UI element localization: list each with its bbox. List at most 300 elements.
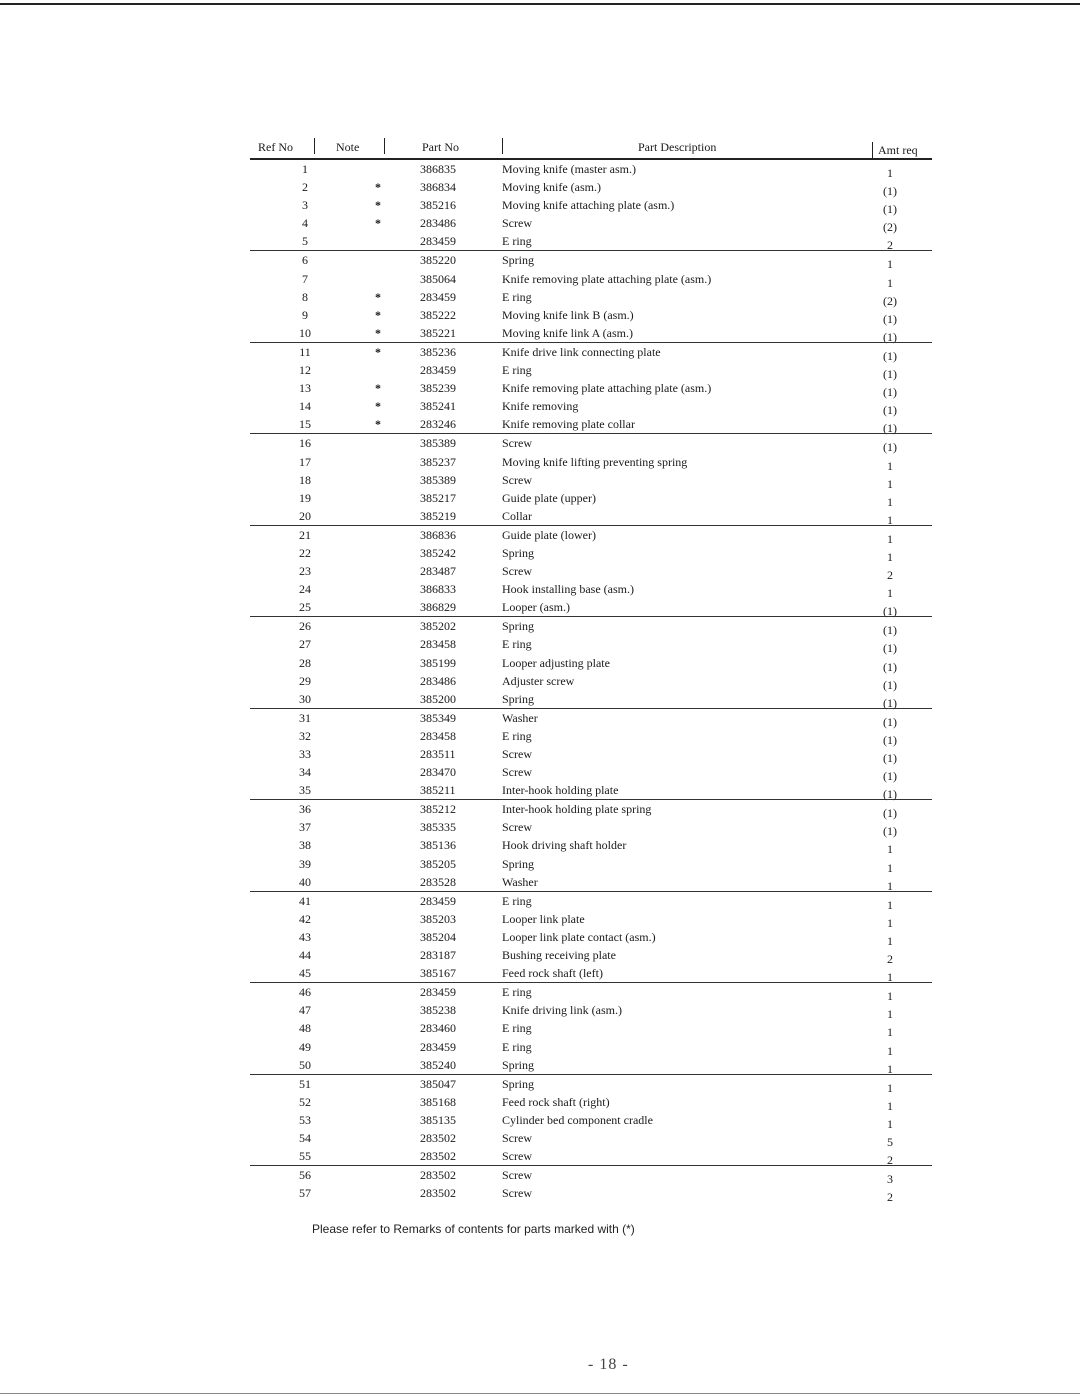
part-no-cell: 283502: [420, 1130, 456, 1145]
table-row: [250, 727, 932, 745]
description-cell: E ring: [502, 637, 532, 652]
part-no-cell: 283470: [420, 765, 456, 780]
description-cell: Moving knife link B (asm.): [502, 307, 634, 322]
amt-req-cell: 1: [887, 1116, 893, 1131]
table-row: [250, 891, 932, 910]
table-row: [250, 616, 932, 638]
part-no-cell: 283511: [420, 747, 456, 761]
ref-cell: 50: [299, 1057, 311, 1072]
description-cell: Inter-hook holding plate: [502, 783, 619, 798]
table-body: [250, 160, 932, 1205]
ref-cell: 8: [302, 289, 308, 304]
amt-req-cell: 1: [887, 897, 893, 912]
note-cell: *: [375, 307, 381, 322]
header-amt-req: Amt req: [878, 143, 918, 157]
amt-req-cell: 1: [887, 512, 893, 527]
part-no-cell: 385389: [420, 436, 456, 451]
amt-req-cell: 3: [887, 1172, 893, 1187]
ref-cell: 7: [302, 271, 308, 286]
ref-cell: 42: [299, 911, 311, 926]
description-cell: Adjuster screw: [502, 673, 575, 688]
part-no-cell: 385205: [420, 856, 456, 871]
note-cell: *: [375, 399, 381, 414]
part-no-cell: 283486: [420, 216, 456, 231]
part-no-cell: 283187: [420, 948, 456, 963]
description-cell: Spring: [502, 1057, 535, 1072]
ref-cell: 29: [299, 673, 311, 688]
description-cell: Knife removing plate attaching plate (asm.): [502, 271, 712, 286]
amt-req-cell: (1): [883, 787, 897, 802]
header-divider: [502, 138, 503, 154]
table-row: [250, 342, 932, 361]
description-cell: Spring: [502, 545, 535, 560]
table-row: [250, 598, 932, 619]
description-cell: E ring: [502, 1039, 532, 1054]
part-no-cell: 283459: [420, 289, 456, 304]
part-no-cell: 385199: [420, 655, 456, 670]
table-row: [250, 836, 932, 857]
table-row: [250, 1019, 932, 1040]
amt-req-cell: (1): [883, 367, 897, 382]
amt-req-cell: (1): [883, 348, 897, 363]
note-cell: *: [375, 325, 381, 340]
amt-req-cell: 1: [887, 494, 893, 509]
table-row: [250, 745, 932, 763]
ref-cell: 49: [299, 1039, 311, 1054]
description-cell: Washer: [502, 874, 538, 889]
ref-cell: 11: [299, 344, 311, 359]
table-row: [250, 635, 932, 656]
ref-cell: 47: [299, 1003, 311, 1018]
ref-cell: 21: [299, 527, 311, 542]
amt-req-cell: 1: [887, 275, 893, 290]
part-no-cell: 385238: [420, 1003, 456, 1018]
ref-cell: 2: [302, 180, 308, 195]
description-cell: E ring: [502, 363, 532, 378]
table-row: [250, 1056, 932, 1074]
ref-cell: 30: [299, 691, 311, 706]
amt-req-cell: 1: [887, 860, 893, 875]
ref-cell: 6: [302, 253, 308, 268]
header-divider: [384, 138, 385, 154]
description-cell: Screw: [502, 765, 532, 780]
table-row: [250, 415, 932, 436]
description-cell: Moving knife (asm.): [502, 180, 601, 195]
table-row: [250, 672, 932, 690]
table-row: [250, 160, 932, 178]
ref-cell: 32: [299, 728, 311, 743]
header-divider: [872, 142, 873, 158]
part-no-cell: 385064: [420, 271, 456, 286]
description-cell: Screw: [502, 1186, 532, 1201]
amt-req-cell: 1: [887, 915, 893, 930]
table-row: [250, 544, 932, 562]
ref-cell: 9: [302, 307, 308, 322]
table-row: [250, 708, 932, 727]
table-row: [250, 507, 932, 525]
table-row: [250, 799, 932, 821]
ref-cell: 36: [299, 802, 311, 817]
footnote: Please refer to Remarks of contents for parts marked with (*): [312, 1222, 635, 1236]
amt-req-cell: 2: [887, 1190, 893, 1205]
table-row: [250, 1074, 932, 1093]
ref-cell: 16: [299, 436, 311, 451]
table-row: [250, 433, 932, 455]
ref-cell: 14: [299, 399, 311, 414]
table-row: [250, 1001, 932, 1022]
ref-cell: 56: [299, 1168, 311, 1183]
ref-cell: 46: [299, 985, 311, 1000]
description-cell: Screw: [502, 216, 532, 231]
part-no-cell: 385204: [420, 929, 456, 944]
ref-cell: 17: [299, 454, 311, 469]
amt-req-cell: (1): [883, 623, 897, 638]
amt-req-cell: (1): [883, 732, 897, 747]
amt-req-cell: (1): [883, 440, 897, 455]
header-part-no: Part No: [422, 140, 459, 154]
table-row: [250, 1111, 932, 1129]
header-note: Note: [336, 140, 360, 154]
amt-req-cell: (2): [883, 293, 897, 308]
table-row: [250, 910, 932, 928]
amt-req-cell: 1: [887, 257, 893, 272]
ref-cell: 53: [299, 1112, 311, 1127]
ref-cell: 51: [299, 1076, 311, 1091]
amt-req-cell: (1): [883, 659, 897, 674]
ref-cell: 54: [299, 1130, 311, 1145]
amt-req-cell: (1): [883, 385, 897, 400]
part-no-cell: 283486: [420, 673, 456, 688]
description-cell: Knife removing plate collar: [502, 417, 635, 432]
table-row: [250, 453, 932, 471]
ref-cell: 45: [299, 966, 311, 981]
amt-req-cell: (1): [883, 806, 897, 821]
description-cell: Knife driving link (asm.): [502, 1003, 622, 1018]
table-row: [250, 855, 932, 873]
table-row: [250, 306, 932, 324]
ref-cell: 48: [299, 1021, 311, 1036]
part-no-cell: 386829: [420, 600, 456, 615]
part-no-cell: 385047: [420, 1076, 456, 1091]
amt-req-cell: 1: [887, 458, 893, 473]
part-no-cell: 283459: [420, 985, 456, 1000]
ref-cell: 57: [299, 1186, 311, 1201]
amt-req-cell: 2: [887, 238, 893, 253]
table-header: [250, 136, 932, 160]
table-row: [250, 690, 932, 708]
description-cell: Spring: [502, 619, 535, 634]
amt-req-cell: 1: [887, 531, 893, 546]
part-no-cell: 283459: [420, 1039, 456, 1054]
description-cell: Feed rock shaft (left): [502, 966, 603, 981]
part-no-cell: 385212: [420, 802, 456, 817]
table-row: [250, 873, 932, 891]
ref-cell: 40: [299, 874, 311, 889]
description-cell: Moving knife lifting preventing spring: [502, 454, 688, 469]
amt-req-cell: 1: [887, 878, 893, 893]
ref-cell: 4: [302, 216, 308, 231]
part-no-cell: 283460: [420, 1021, 456, 1036]
description-cell: Hook installing base (asm.): [502, 582, 634, 597]
ref-cell: 23: [299, 564, 311, 579]
amt-req-cell: 1: [887, 1080, 893, 1095]
table-row: [250, 214, 932, 235]
ref-cell: 10: [299, 325, 311, 340]
amt-req-cell: (1): [883, 695, 897, 710]
part-no-cell: 385135: [420, 1112, 456, 1127]
table-row: [250, 379, 932, 400]
amt-req-cell: (1): [883, 769, 897, 784]
amt-req-cell: (1): [883, 421, 897, 436]
description-cell: E ring: [502, 1021, 532, 1036]
amt-req-cell: (1): [883, 403, 897, 418]
table-row: [250, 580, 932, 601]
table-row: [250, 489, 932, 507]
table-row: [250, 1184, 932, 1205]
part-no-cell: 385167: [420, 966, 456, 981]
part-no-cell: 283502: [420, 1168, 456, 1183]
amt-req-cell: (1): [883, 641, 897, 656]
description-cell: Spring: [502, 691, 535, 706]
table-row: [250, 525, 932, 544]
part-no-cell: 385220: [420, 253, 456, 268]
description-cell: Looper link plate: [502, 911, 585, 926]
ref-cell: 5: [302, 234, 308, 249]
ref-cell: 19: [299, 490, 311, 505]
part-no-cell: 283502: [420, 1186, 456, 1201]
description-cell: Screw: [502, 564, 532, 579]
part-no-cell: 385389: [420, 472, 456, 487]
description-cell: Spring: [502, 856, 535, 871]
description-cell: Washer: [502, 710, 538, 725]
table-row: [250, 928, 932, 946]
note-cell: *: [375, 344, 381, 359]
part-no-cell: 283459: [420, 363, 456, 378]
table-row: [250, 471, 932, 489]
ref-cell: 43: [299, 929, 311, 944]
description-cell: E ring: [502, 893, 532, 908]
description-cell: Inter-hook holding plate spring: [502, 802, 652, 817]
amt-req-cell: (1): [883, 714, 897, 729]
part-no-cell: 283459: [420, 893, 456, 908]
part-no-cell: 386833: [420, 582, 456, 597]
part-no-cell: 385168: [420, 1094, 456, 1109]
part-no-cell: 385217: [420, 490, 456, 505]
part-no-cell: 385219: [420, 508, 456, 523]
description-cell: Spring: [502, 1076, 535, 1091]
part-no-cell: 283487: [420, 564, 456, 579]
ref-cell: 41: [299, 893, 311, 908]
part-no-cell: 385236: [420, 344, 456, 359]
part-no-cell: 283502: [420, 1149, 456, 1164]
bottom-rule: [0, 1393, 1080, 1394]
description-cell: Screw: [502, 1168, 532, 1183]
ref-cell: 13: [299, 381, 311, 396]
description-cell: Feed rock shaft (right): [502, 1094, 610, 1109]
part-no-cell: 385237: [420, 454, 456, 469]
description-cell: Moving knife (master asm.): [502, 162, 636, 176]
description-cell: Knife removing plate attaching plate (asm.): [502, 381, 712, 396]
table-row: [250, 1129, 932, 1147]
ref-cell: 15: [299, 417, 311, 432]
part-no-cell: 283458: [420, 728, 456, 743]
amt-req-cell: 1: [887, 1098, 893, 1113]
table-row: [250, 232, 932, 253]
amt-req-cell: 1: [887, 549, 893, 564]
part-no-cell: 386835: [420, 162, 456, 176]
part-no-cell: 385216: [420, 198, 456, 213]
amt-req-cell: 2: [887, 1153, 893, 1168]
description-cell: Guide plate (lower): [502, 527, 596, 542]
description-cell: Moving knife link A (asm.): [502, 325, 633, 340]
table-row: [250, 1093, 932, 1111]
ref-cell: 34: [299, 765, 311, 780]
note-cell: *: [375, 289, 381, 304]
note-cell: *: [375, 216, 381, 231]
amt-req-cell: 1: [887, 1025, 893, 1040]
description-cell: Screw: [502, 472, 532, 487]
table-row: [250, 781, 932, 802]
amt-req-cell: (1): [883, 202, 897, 217]
table-row: [250, 562, 932, 583]
description-cell: Knife drive link connecting plate: [502, 344, 661, 359]
description-cell: Spring: [502, 253, 535, 268]
description-cell: Screw: [502, 747, 532, 761]
description-cell: Knife removing: [502, 399, 579, 414]
top-rule: [0, 3, 1080, 5]
ref-cell: 25: [299, 600, 311, 615]
part-no-cell: 283528: [420, 874, 456, 889]
note-cell: *: [375, 417, 381, 432]
part-no-cell: 385239: [420, 381, 456, 396]
amt-req-cell: (1): [883, 751, 897, 765]
description-cell: Screw: [502, 820, 532, 835]
amt-req-cell: (1): [883, 824, 897, 839]
note-cell: *: [375, 180, 381, 195]
amt-req-cell: (2): [883, 220, 897, 235]
page-number: - 18 -: [588, 1356, 629, 1373]
part-no-cell: 385203: [420, 911, 456, 926]
table-row: [250, 196, 932, 217]
amt-req-cell: (1): [883, 677, 897, 692]
table-row: [250, 1165, 932, 1187]
ref-cell: 38: [299, 838, 311, 853]
ref-cell: 12: [299, 363, 311, 378]
description-cell: Screw: [502, 1149, 532, 1164]
part-no-cell: 385349: [420, 710, 456, 725]
table-row: [250, 654, 932, 672]
ref-cell: 1: [302, 162, 308, 176]
table-row: [250, 763, 932, 784]
part-no-cell: 385240: [420, 1057, 456, 1072]
note-cell: *: [375, 198, 381, 213]
table-row: [250, 397, 932, 418]
ref-cell: 3: [302, 198, 308, 213]
amt-req-cell: 2: [887, 568, 893, 583]
amt-req-cell: 2: [887, 952, 893, 967]
table-row: [250, 361, 932, 382]
ref-cell: 20: [299, 508, 311, 523]
amt-req-cell: (1): [883, 604, 897, 619]
amt-req-cell: 1: [887, 1007, 893, 1022]
part-no-cell: 283458: [420, 637, 456, 652]
ref-cell: 27: [299, 637, 311, 652]
table-row: [250, 1147, 932, 1168]
part-no-cell: 385200: [420, 691, 456, 706]
description-cell: Moving knife attaching plate (asm.): [502, 198, 675, 213]
table-row: [250, 964, 932, 985]
amt-req-cell: 1: [887, 970, 893, 985]
amt-req-cell: (1): [883, 184, 897, 199]
amt-req-cell: 1: [887, 1061, 893, 1076]
amt-req-cell: (1): [883, 311, 897, 326]
part-no-cell: 385222: [420, 307, 456, 322]
part-no-cell: 385136: [420, 838, 456, 853]
parts-table: [250, 136, 932, 1205]
ref-cell: 22: [299, 545, 311, 560]
part-no-cell: 283246: [420, 417, 456, 432]
ref-cell: 24: [299, 582, 311, 597]
ref-cell: 26: [299, 619, 311, 634]
description-cell: Bushing receiving plate: [502, 948, 616, 963]
ref-cell: 31: [299, 710, 311, 725]
note-cell: *: [375, 381, 381, 396]
table-row: [250, 982, 932, 1004]
amt-req-cell: 1: [887, 166, 893, 180]
part-no-cell: 283459: [420, 234, 456, 249]
ref-cell: 33: [299, 747, 311, 761]
description-cell: E ring: [502, 234, 532, 249]
description-cell: Looper link plate contact (asm.): [502, 929, 656, 944]
ref-cell: 28: [299, 655, 311, 670]
amt-req-cell: 1: [887, 586, 893, 601]
part-no-cell: 385202: [420, 619, 456, 634]
table-row: [250, 324, 932, 342]
amt-req-cell: (1): [883, 329, 897, 344]
description-cell: Guide plate (upper): [502, 490, 596, 505]
description-cell: Looper (asm.): [502, 600, 570, 615]
table-row: [250, 818, 932, 839]
table-row: [250, 270, 932, 288]
description-cell: E ring: [502, 289, 532, 304]
amt-req-cell: 5: [887, 1134, 893, 1149]
header-ref-no: Ref No: [258, 140, 293, 154]
part-no-cell: 385211: [420, 783, 456, 798]
part-no-cell: 386834: [420, 180, 456, 195]
ref-cell: 35: [299, 783, 311, 798]
description-cell: Hook driving shaft holder: [502, 838, 627, 853]
table-row: [250, 1038, 932, 1056]
ref-cell: 55: [299, 1149, 311, 1164]
amt-req-cell: 1: [887, 933, 893, 948]
description-cell: Cylinder bed component cradle: [502, 1112, 653, 1127]
header-part-description: Part Description: [638, 140, 717, 154]
description-cell: Screw: [502, 1130, 532, 1145]
ref-cell: 37: [299, 820, 311, 835]
amt-req-cell: 1: [887, 989, 893, 1004]
part-no-cell: 385241: [420, 399, 456, 414]
part-no-cell: 385335: [420, 820, 456, 835]
ref-cell: 44: [299, 948, 311, 963]
table-row: [250, 288, 932, 306]
table-row: [250, 250, 932, 272]
header-divider: [314, 138, 315, 154]
part-no-cell: 386836: [420, 527, 456, 542]
ref-cell: 18: [299, 472, 311, 487]
ref-cell: 39: [299, 856, 311, 871]
part-no-cell: 385242: [420, 545, 456, 560]
description-cell: Collar: [502, 508, 532, 523]
